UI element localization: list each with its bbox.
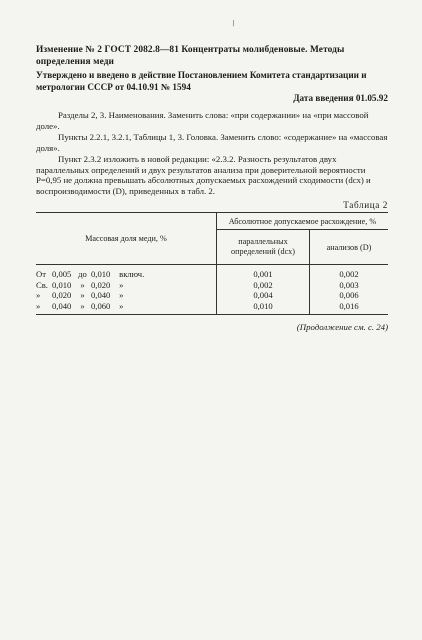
paragraph-items-rename: Пункты 2.2.1, 3.2.1, Таблицы 1, 3. Головка. Заменить слово: «содержание» на «массовая доля».	[36, 132, 388, 153]
continuation-note: (Продолжение см. с. 24)	[296, 322, 388, 332]
tolerance-table	[36, 212, 388, 315]
amendment-heading: Изменение № 2 ГОСТ 2082.8—81 Концентраты молибденовые. Методы определения меди	[36, 45, 345, 67]
introduction-date: Дата введения 01.05.92	[293, 93, 388, 103]
table-row	[36, 290, 388, 301]
d-value: 0,003	[339, 279, 359, 290]
dcx-value: 0,010	[217, 301, 310, 315]
table-row	[36, 265, 388, 280]
range-cell: » 0,040 » 0,060 »	[36, 301, 217, 315]
table-title: Таблица 2	[343, 200, 388, 210]
dcx-value: 0,004	[217, 290, 310, 301]
table-row	[36, 280, 388, 291]
header-copper-fraction: Массовая доля меди, %	[36, 213, 217, 265]
d-value: 0,006	[339, 290, 359, 301]
paragraph-new-wording: Пункт 2.3.2 изложить в новой редакции: «2.3.2. Разность результатов двух параллельных определений и двух результатов анализа при доверительной вероятности P=0,95 не должна превышать абсолютных допускаемых расхождений сходимости (dсх) и воспроизводимости (D), приведенных в табл. 2.	[36, 154, 371, 196]
paragraph-sections-rename: Разделы 2, 3. Наименования. Заменить слова: «при содержании» на «при массовой доле».	[36, 110, 369, 131]
header-parallel-determinations: параллельных определений (dсх)	[217, 230, 310, 265]
page-mark: /	[230, 17, 236, 29]
dcx-value: 0,002	[217, 280, 310, 291]
range-cell: Св. 0,010 » 0,020 »	[36, 279, 124, 290]
range-cell: » 0,020 » 0,040 »	[36, 290, 124, 301]
header-analyses: анализов (D)	[310, 230, 389, 265]
range-cell: От 0,005 до 0,010 включ.	[36, 269, 145, 280]
header-abs-discrepancy: Абсолютное допускаемое расхождение, %	[217, 213, 389, 230]
table-row	[36, 301, 388, 315]
approval-statement: Утверждено и введено в действие Постановлением Комитета стандартизации и метрологии СССР от 04.10.91 № 1594	[36, 70, 367, 92]
d-value: 0,002	[339, 269, 359, 280]
d-value: 0,016	[310, 301, 389, 315]
dcx-value: 0,001	[217, 265, 310, 280]
